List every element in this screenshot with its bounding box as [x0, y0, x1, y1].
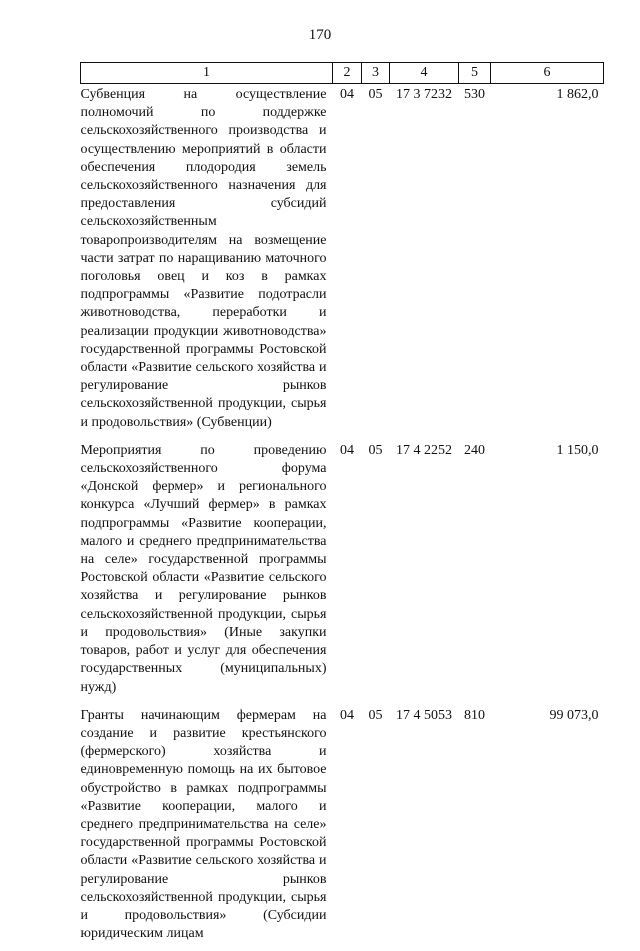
row-section-code: 04 [333, 84, 362, 440]
row-target-code: 17 4 5053 [390, 705, 459, 951]
header-row [81, 63, 604, 84]
row-subsection-code: 05 [362, 84, 390, 440]
row-expense-type: 530 [459, 84, 491, 440]
row-amount: 1 862,0 [491, 84, 604, 440]
header-col-6: 6 [491, 63, 604, 84]
table-row [81, 84, 604, 440]
row-subsection-code: 05 [362, 705, 390, 951]
header-col-1: 1 [81, 63, 333, 84]
page-number: 170 [0, 27, 640, 44]
table-row [81, 440, 604, 705]
header-col-3: 3 [362, 63, 390, 84]
budget-table-container [80, 62, 603, 951]
row-target-code: 17 4 2252 [390, 440, 459, 705]
row-target-code: 17 3 7232 [390, 84, 459, 440]
row-description: Гранты начинающим фермерам на создание и развитие крестьянского (фермерского) хозяйства и единовременную помощь на их бытовое обустройство в рамках подпрограммы «Развитие кооперации, малого и среднего предпринимательства на селе» государственной программы Ростовской области «Развитие сельского хозяйства и регулирование рынков сельскохозяйственной продукции, сырья и продовольствия» (Субсидии юридическим лицам [81, 705, 333, 951]
row-amount: 99 073,0 [491, 705, 604, 951]
header-col-2: 2 [333, 63, 362, 84]
table-body [81, 84, 604, 951]
budget-table [80, 62, 604, 951]
row-expense-type: 240 [459, 440, 491, 705]
header-col-5: 5 [459, 63, 491, 84]
row-section-code: 04 [333, 705, 362, 951]
row-expense-type: 810 [459, 705, 491, 951]
row-description: Мероприятия по проведению сельскохозяйственного форума «Донской фермер» и регионального конкурса «Лучший фермер» в рамках подпрограммы «Развитие кооперации, малого и среднего предпринимательства на селе» государственной программы Ростовской области «Развитие сельского хозяйства и регулирование рынков сельскохозяйственной продукции, сырья и продовольствия» (Иные закупки товаров, работ и услуг для обеспечения государственных (муниципальных) нужд) [81, 440, 333, 705]
row-description: Субвенция на осуществление полномочий по поддержке сельскохозяйственного производства и осуществлению мероприятий в области обеспечения плодородия земель сельскохозяйственного назначения для предоставления субсидий сельскохозяйственным товаропроизводителям на возмещение части затрат по наращиванию маточного поголовья овец и коз в рамках подпрограммы «Развитие подотрасли животноводства, переработки и реализации продукции животноводства» государственной программы Ростовской области «Развитие сельского хозяйства и регулирование рынков сельскохозяйственной продукции, сырья и продовольствия» (Субвенции) [81, 84, 333, 440]
row-amount: 1 150,0 [491, 440, 604, 705]
header-col-4: 4 [390, 63, 459, 84]
table-row [81, 705, 604, 951]
table-header [81, 63, 604, 84]
row-section-code: 04 [333, 440, 362, 705]
row-subsection-code: 05 [362, 440, 390, 705]
